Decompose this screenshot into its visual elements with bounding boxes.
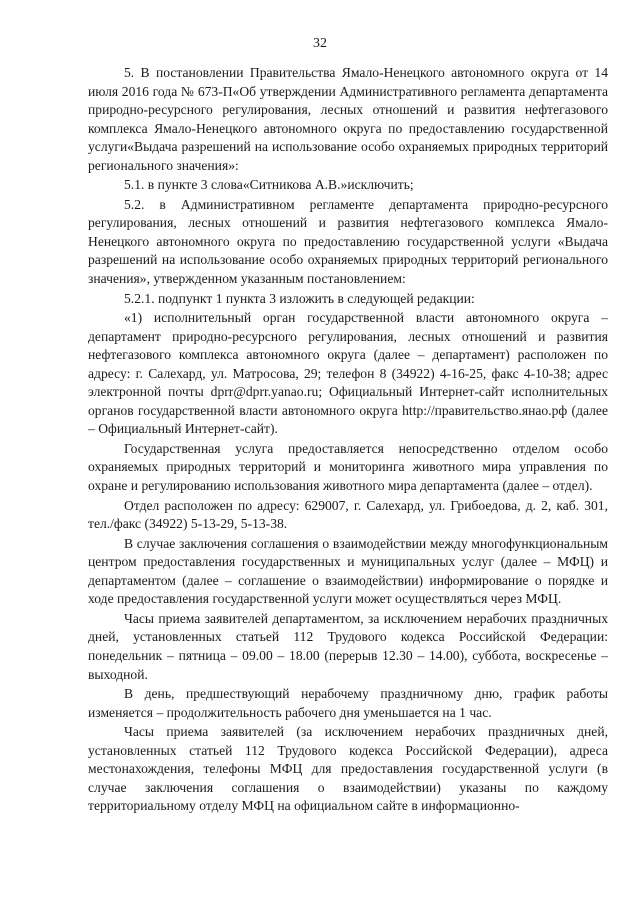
paragraph-mfc-agreement: В случае заключения соглашения о взаимодействии между многофункциональным центром предоставления государственных и муниципальных услуг (далее – МФЦ) и департаментом (далее – соглашение о взаимодействии) информирование о порядке и ходе предоставления государственной услуги может осуществляться через МФЦ.	[88, 535, 608, 607]
document-body	[88, 64, 608, 816]
paragraph-item-1: «1) исполнительный орган государственной власти автономного округа – департамент природно-ресурсного регулирования, лесных отношений и развития нефтегазового комплекса автономного округа (далее – департамент) расположен по адресу: г. Салехард, ул. Матросова, 29; телефон 8 (34922) 4-16-25, факс 4-10-38; адрес электронной почты dprr@dprr.yanao.ru; Официальный Интернет-сайт исполнительных органов государственной власти автономного округа http://правительство.янао.рф (далее – Официальный Интернет-сайт).	[88, 310, 608, 437]
paragraph-service-provider: Государственная услуга предоставляется непосредственно отделом особо охраняемых природных территорий и мониторинга животного мира управления по охране и регулированию использования животного мира департамента (далее – отдел).	[88, 440, 608, 494]
paragraph-5-2: 5.2. в Административном регламенте департамента природно-ресурсного регулирования, лесных отношений и развития нефтегазового комплекса Ямало-Ненецкого автономного округа по предоставлению государственной услуги «Выдача разрешений на использование особо охраняемых природных территорий регионального значения», утвержденном указанным постановлением:	[88, 196, 608, 287]
paragraph-pre-holiday: В день, предшествующий нерабочему праздничному дню, график работы изменяется – продолжительность рабочего дня уменьшается на 1 час.	[88, 686, 608, 720]
paragraph-5-1: 5.1. в пункте 3 слова«Ситникова А.В.»исключить;	[124, 177, 414, 193]
paragraph-mfc-hours: Часы приема заявителей (за исключением нерабочих праздничных дней, установленных статьей 112 Трудового кодекса Российской Федерации), адреса местонахождения, телефоны МФЦ для предоставления государственной услуги (в случае заключения соглашения о взаимодействии) указаны по каждому территориальному отделу МФЦ на официальном сайте в информационно-	[88, 724, 608, 814]
paragraph-5-2-1: 5.2.1. подпункт 1 пункта 3 изложить в следующей редакции:	[124, 290, 475, 306]
paragraph-office-hours: Часы приема заявителей департаментом, за исключением нерабочих праздничных дней, установленных статьей 112 Трудового кодекса Российской Федерации: понедельник – пятница – 09.00 – 18.00 (перерыв 12.30 – 14.00), суббота, воскресенье – выходной.	[88, 610, 608, 682]
paragraph-5: 5. В постановлении Правительства Ямало-Ненецкого автономного округа от 14 июля 2016 года № 673-П«Об утверждении Административного регламента департамента природно-ресурсного регулирования, лесных отношений и развития нефтегазового комплекса Ямало-Ненецкого автономного округа по предоставлению государственной услуги«Выдача разрешений на использование особо охраняемых природных территорий регионального значения»:	[88, 65, 608, 173]
paragraph-department-address: Отдел расположен по адресу: 629007, г. Салехард, ул. Грибоедова, д. 2, каб. 301, тел./факс (34922) 5-13-29, 5-13-38.	[88, 497, 608, 532]
page-number: 32	[313, 36, 327, 51]
